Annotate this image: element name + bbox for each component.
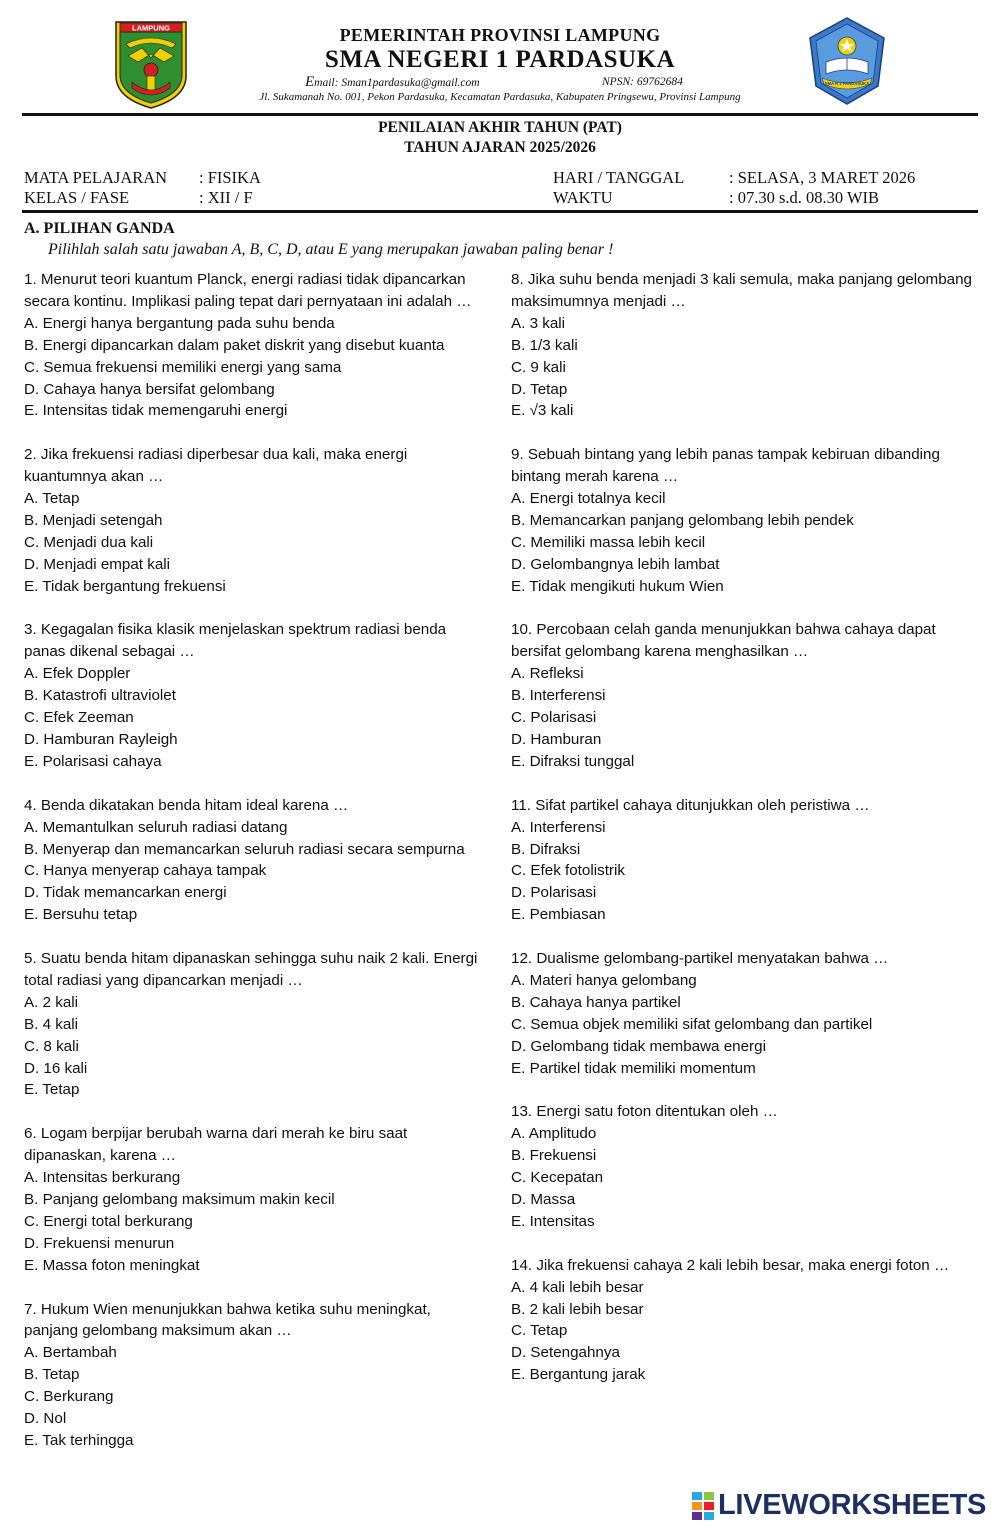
date-value: : SELASA, 3 MARET 2026 xyxy=(729,168,916,187)
question-11 xyxy=(511,795,981,926)
answer-option[interactable]: B. Menjadi setengah xyxy=(24,511,163,529)
lampung-emblem-icon xyxy=(112,18,190,110)
answer-option[interactable]: B. 2 kali lebih besar xyxy=(511,1300,644,1318)
answer-option[interactable]: E. Tidak bergantung frekuensi xyxy=(24,577,226,595)
answer-option[interactable]: A. Efek Doppler xyxy=(24,665,131,683)
answer-option[interactable]: B. Frekuensi xyxy=(511,1147,597,1165)
school-npsn: NPSN: 69762684 xyxy=(602,76,683,88)
question-stem: 7. Hukum Wien menunjukkan bahwa ketika suhu meningkat, panjang gelombang maksimum akan … xyxy=(24,1300,431,1340)
meta-divider xyxy=(22,210,978,213)
answer-option[interactable]: C. Polarisasi xyxy=(511,709,597,727)
answer-option[interactable]: E. Polarisasi cahaya xyxy=(24,752,162,770)
answer-option[interactable]: C. Kecepatan xyxy=(511,1169,604,1187)
exam-title-block xyxy=(0,118,1000,158)
school-emblem-icon xyxy=(806,16,888,106)
answer-option[interactable]: D. Nol xyxy=(24,1410,67,1428)
question-stem: 12. Dualisme gelombang-partikel menyatakan bahwa … xyxy=(511,950,889,968)
question-stem: 10. Percobaan celah ganda menunjukkan bahwa cahaya dapat bersifat gelombang karena menghasilkan … xyxy=(511,621,936,661)
answer-option[interactable]: B. Difraksi xyxy=(511,840,581,858)
answer-option[interactable]: E. Difraksi tunggal xyxy=(511,752,635,770)
answer-option[interactable]: D. Polarisasi xyxy=(511,884,597,902)
class-label: KELAS / FASE xyxy=(24,188,130,207)
question-stem: 6. Logam berpijar berubah warna dari merah ke biru saat dipanaskan, karena … xyxy=(24,1125,408,1165)
answer-option[interactable]: E. √3 kali xyxy=(511,402,574,420)
answer-option[interactable]: E. Massa foton meningkat xyxy=(24,1256,200,1274)
contact-line xyxy=(200,74,800,90)
answer-option[interactable]: A. Bertambah xyxy=(24,1344,117,1362)
answer-option[interactable]: C. 8 kali xyxy=(24,1037,79,1055)
question-stem: 14. Jika frekuensi cahaya 2 kali lebih besar, maka energi foton … xyxy=(511,1256,950,1274)
question-13 xyxy=(511,1101,981,1232)
answer-option[interactable]: D. Cahaya hanya bersifat gelombang xyxy=(24,380,275,398)
answer-option[interactable]: C. Menjadi dua kali xyxy=(24,533,154,551)
question-stem: 11. Sifat partikel cahaya ditunjukkan oleh peristiwa … xyxy=(511,796,870,814)
answer-option[interactable]: C. Semua frekuensi memiliki energi yang sama xyxy=(24,358,342,376)
answer-option[interactable]: E. Partikel tidak memiliki momentum xyxy=(511,1059,756,1077)
question-stem: 1. Menurut teori kuantum Planck, energi radiasi tidak dipancarkan secara kontinu. Implikasi paling tepat dari pernyataan ini adalah … xyxy=(24,271,472,310)
header-divider xyxy=(22,113,978,116)
time-value: : 07.30 s.d. 08.30 WIB xyxy=(729,188,880,207)
answer-option[interactable]: D. Gelombang tidak membawa energi xyxy=(511,1037,766,1055)
school-email: Email: Sman1pardasuka@gmail.com xyxy=(305,74,480,90)
date-label: HARI / TANGGAL xyxy=(553,168,685,187)
answer-option[interactable]: A. Tetap xyxy=(24,490,80,508)
question-4 xyxy=(24,795,489,926)
answer-option[interactable]: C. Berkurang xyxy=(24,1388,114,1406)
watermark-text: LIVEWORKSHEETS xyxy=(718,1488,987,1521)
exam-title: PENILAIAN AKHIR TAHUN (PAT) xyxy=(378,119,622,136)
liveworksheets-logo-icon xyxy=(692,1490,714,1520)
answer-option[interactable]: E. Tetap xyxy=(24,1081,80,1099)
answer-option[interactable]: E. Tak terhingga xyxy=(24,1431,134,1449)
answer-option[interactable]: D. Menjadi empat kali xyxy=(24,555,171,573)
answer-option[interactable]: B. Interferensi xyxy=(511,687,606,705)
question-stem: 2. Jika frekuensi radiasi diperbesar dua kali, maka energi kuantumnya akan … xyxy=(24,446,408,486)
answer-option[interactable]: A. Amplitudo xyxy=(511,1125,597,1143)
answer-option[interactable]: A. Memantulkan seluruh radiasi datang xyxy=(24,818,288,836)
answer-option[interactable]: B. 1/3 kali xyxy=(511,336,578,354)
answer-option[interactable]: E. Tidak mengikuti hukum Wien xyxy=(511,577,724,595)
question-12 xyxy=(511,948,981,1079)
answer-option[interactable]: A. Energi totalnya kecil xyxy=(511,490,666,508)
answer-option[interactable]: C. Efek fotolistrik xyxy=(511,862,625,880)
question-5 xyxy=(24,948,489,1101)
question-stem: 5. Suatu benda hitam dipanaskan sehingga suhu naik 2 kali. Energi total radiasi yang dipancarkan menjadi … xyxy=(24,950,478,989)
answer-option[interactable]: E. Bergantung jarak xyxy=(511,1366,646,1384)
answer-option[interactable]: D. 16 kali xyxy=(24,1059,88,1077)
question-9 xyxy=(511,444,981,597)
question-stem: 13. Energi satu foton ditentukan oleh … xyxy=(511,1103,778,1121)
time-label: WAKTU xyxy=(553,188,613,207)
answer-option[interactable]: D. Frekuensi menurun xyxy=(24,1234,175,1252)
question-7 xyxy=(24,1299,489,1452)
answer-option[interactable]: B. Cahaya hanya partikel xyxy=(511,993,681,1011)
question-stem: 4. Benda dikatakan benda hitam ideal karena … xyxy=(24,796,349,814)
subject-label: MATA PELAJARAN xyxy=(24,168,168,187)
school-address: Jl. Sukamanah No. 001, Pekon Pardasuka, Kecamatan Pardasuka, Kabupaten Pringsewu, Provinsi Lampung xyxy=(259,91,741,103)
answer-option[interactable]: E. Pembiasan xyxy=(511,906,606,924)
answer-option[interactable]: D. Tetap xyxy=(511,380,568,398)
answer-option[interactable]: A. Materi hanya gelombang xyxy=(511,971,697,989)
answer-option[interactable]: A. Refleksi xyxy=(511,665,584,683)
answer-option[interactable]: B. Katastrofi ultraviolet xyxy=(24,687,176,705)
question-14 xyxy=(511,1255,981,1386)
answer-option[interactable]: B. Panjang gelombang maksimum makin kecil xyxy=(24,1190,335,1208)
emblem-label: LAMPUNG xyxy=(132,23,170,33)
liveworksheets-watermark xyxy=(692,1488,986,1522)
answer-option[interactable]: E. Intensitas tidak memengaruhi energi xyxy=(24,402,288,420)
question-stem: 3. Kegagalan fisika klasik menjelaskan spektrum radiasi benda panas dikenal sebagai … xyxy=(24,621,447,661)
answer-option[interactable]: A. 2 kali xyxy=(24,993,79,1011)
section-heading xyxy=(24,219,613,261)
answer-option[interactable]: C. Energi total berkurang xyxy=(24,1212,193,1230)
answer-option[interactable]: C. Efek Zeeman xyxy=(24,709,134,727)
answer-option[interactable]: D. Tidak memancarkan energi xyxy=(24,884,227,902)
answer-option[interactable]: C. Hanya menyerap cahaya tampak xyxy=(24,862,267,880)
answer-option[interactable]: C. Memiliki massa lebih kecil xyxy=(511,533,706,551)
answer-option[interactable]: B. Menyerap dan memancarkan seluruh radiasi secara sempurna xyxy=(24,840,465,858)
subject-value: : FISIKA xyxy=(199,168,261,187)
answer-option[interactable]: A. 4 kali lebih besar xyxy=(511,1278,644,1296)
answer-option[interactable]: B. Energi dipancarkan dalam paket diskrit yang disebut kuanta xyxy=(24,336,445,354)
answer-option[interactable]: C. 9 kali xyxy=(511,358,566,376)
answer-option[interactable]: D. Hamburan Rayleigh xyxy=(24,731,178,748)
school-emblem-label: SMA N 1 PARDASUKA xyxy=(824,81,870,86)
answer-option[interactable]: B. 4 kali xyxy=(24,1015,79,1033)
answer-option[interactable]: C. Semua objek memiliki sifat gelombang dan partikel xyxy=(511,1015,873,1033)
questions-left-column xyxy=(24,269,489,1474)
question-stem: 8. Jika suhu benda menjadi 3 kali semula, maka panjang gelombang maksimumnya menjadi … xyxy=(511,271,972,310)
question-stem: 9. Sebuah bintang yang lebih panas tampak kebiruan dibanding bintang merah karena … xyxy=(511,446,940,486)
question-8 xyxy=(511,269,981,422)
answer-option[interactable]: D. Gelombangnya lebih lambat xyxy=(511,555,720,573)
answer-option[interactable]: C. Tetap xyxy=(511,1322,568,1340)
document-header xyxy=(0,0,1000,118)
question-3 xyxy=(24,619,489,772)
answer-option[interactable]: D. Setengahnya xyxy=(511,1344,620,1362)
answer-option[interactable]: E. Intensitas xyxy=(511,1212,595,1230)
letterhead-text xyxy=(200,24,800,104)
government-name: PEMERINTAH PROVINSI LAMPUNG xyxy=(339,25,661,45)
class-value: : XII / F xyxy=(199,188,253,207)
answer-option[interactable]: E. Bersuhu tetap xyxy=(24,906,138,924)
school-name: SMA NEGERI 1 PARDASUKA xyxy=(324,46,676,73)
question-1 xyxy=(24,269,489,422)
answer-option[interactable]: D. Massa xyxy=(511,1190,576,1208)
question-2 xyxy=(24,444,489,597)
section-instruction: Pilihlah salah satu jawaban A, B, C, D, atau E yang merupakan jawaban paling benar ! xyxy=(48,241,614,258)
academic-year: TAHUN AJARAN 2025/2026 xyxy=(404,139,596,156)
answer-option[interactable]: A. Interferensi xyxy=(511,818,606,836)
question-6 xyxy=(24,1123,489,1276)
questions-right-column xyxy=(511,269,981,1408)
answer-option[interactable]: A. 3 kali xyxy=(511,314,566,332)
question-10 xyxy=(511,619,981,772)
answer-option[interactable]: A. Intensitas berkurang xyxy=(24,1169,181,1187)
answer-option[interactable]: A. Energi hanya bergantung pada suhu benda xyxy=(24,314,335,332)
answer-option[interactable]: B. Tetap xyxy=(24,1366,80,1384)
answer-option[interactable]: B. Memancarkan panjang gelombang lebih pendek xyxy=(511,511,854,529)
section-title: A. PILIHAN GANDA xyxy=(24,220,175,237)
answer-option[interactable]: D. Hamburan xyxy=(511,731,602,748)
